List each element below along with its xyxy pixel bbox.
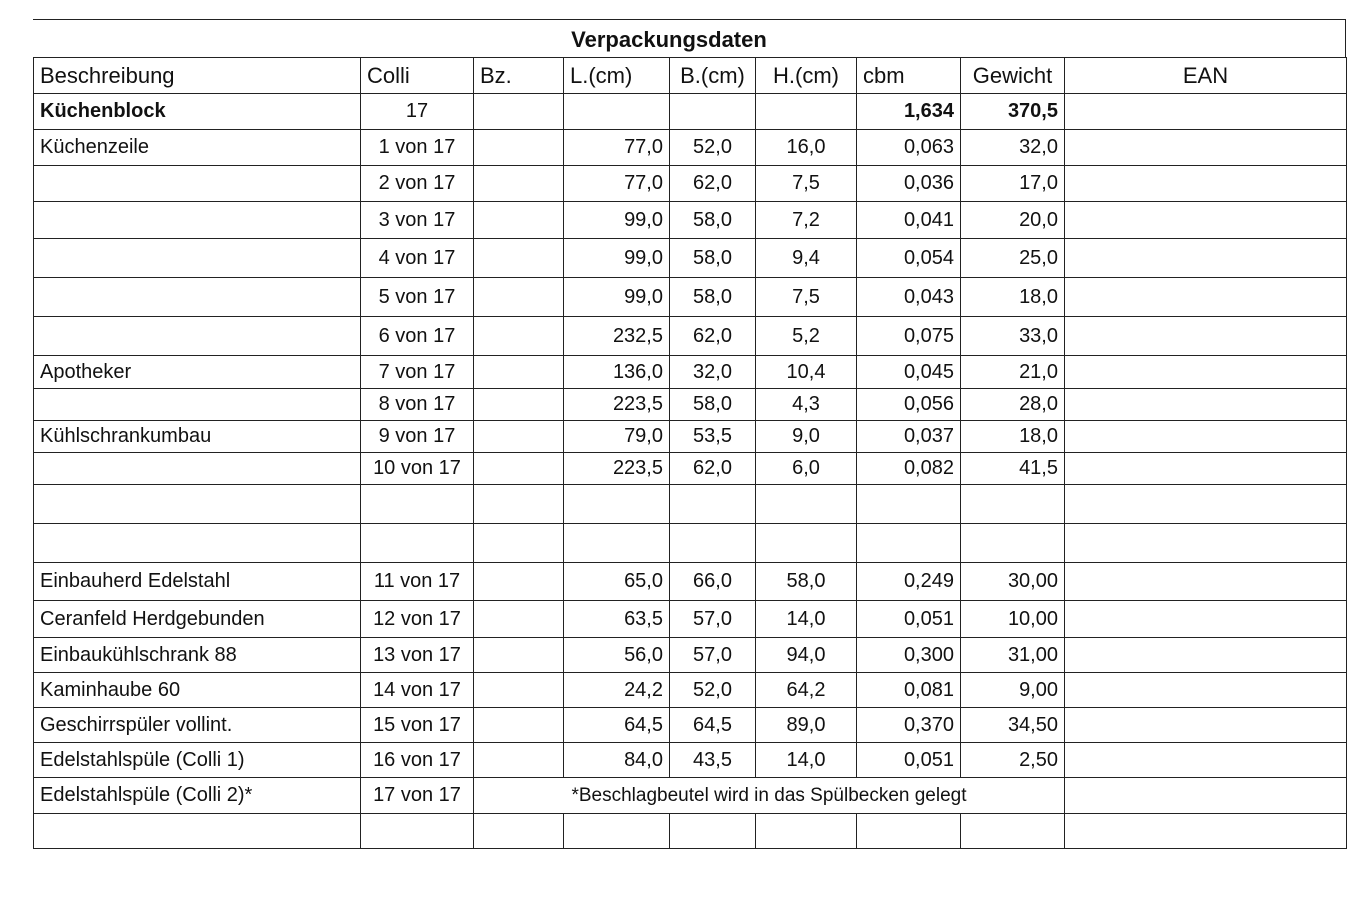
cell-colli: 12 von 17 <box>361 601 474 638</box>
cell-laenge: 223,5 <box>564 453 670 485</box>
cell-ean <box>1065 389 1347 421</box>
cell-laenge: 232,5 <box>564 317 670 356</box>
cell-colli: 8 von 17 <box>361 389 474 421</box>
cell-breite <box>670 485 756 524</box>
cell-beschreibung <box>34 239 361 278</box>
table-row <box>34 485 1347 524</box>
cell-beschreibung: Einbaukühlschrank 88 <box>34 638 361 673</box>
cell-bz <box>474 743 564 778</box>
cell-laenge: 77,0 <box>564 130 670 166</box>
cell-ean <box>1065 563 1347 601</box>
cell-gewicht: 31,00 <box>961 638 1065 673</box>
table-row <box>34 166 1347 202</box>
cell-beschreibung: Kaminhaube 60 <box>34 673 361 708</box>
cell-hoehe: 10,4 <box>756 356 857 389</box>
cell-cbm: 0,045 <box>857 356 961 389</box>
cell-beschreibung <box>34 317 361 356</box>
cell-colli: 5 von 17 <box>361 278 474 317</box>
cell-ean <box>1065 239 1347 278</box>
cell-gewicht: 30,00 <box>961 563 1065 601</box>
cell-bz <box>474 389 564 421</box>
header-laenge: L.(cm) <box>564 58 670 94</box>
cell-hoehe: 7,5 <box>756 278 857 317</box>
table-row <box>34 278 1347 317</box>
cell-laenge: 63,5 <box>564 601 670 638</box>
table-row <box>34 524 1347 563</box>
cell-gewicht: 41,5 <box>961 453 1065 485</box>
table-row <box>34 317 1347 356</box>
header-beschreibung: Beschreibung <box>34 58 361 94</box>
cell-bz <box>474 130 564 166</box>
cell-ean <box>1065 356 1347 389</box>
cell-cbm: 0,056 <box>857 389 961 421</box>
cell-bz <box>474 485 564 524</box>
header-bz: Bz. <box>474 58 564 94</box>
summary-h <box>756 94 857 130</box>
cell-hoehe <box>756 485 857 524</box>
table-row <box>34 421 1347 453</box>
header-breite: B.(cm) <box>670 58 756 94</box>
cell-breite: 58,0 <box>670 278 756 317</box>
cell-gewicht: 34,50 <box>961 708 1065 743</box>
cell-cbm: 0,051 <box>857 743 961 778</box>
cell-gewicht: 25,0 <box>961 239 1065 278</box>
empty-cell <box>564 814 670 849</box>
cell-ean <box>1065 673 1347 708</box>
cell-ean <box>1065 166 1347 202</box>
cell-beschreibung <box>34 453 361 485</box>
cell-ean <box>1065 421 1347 453</box>
cell-bz <box>474 708 564 743</box>
cell-laenge: 99,0 <box>564 278 670 317</box>
cell-bz <box>474 166 564 202</box>
cell-beschreibung: Kühlschrankumbau <box>34 421 361 453</box>
cell-bz <box>474 278 564 317</box>
cell-bz <box>474 202 564 239</box>
cell-ean <box>1065 453 1347 485</box>
cell-breite: 58,0 <box>670 202 756 239</box>
cell-colli: 13 von 17 <box>361 638 474 673</box>
cell-laenge: 65,0 <box>564 563 670 601</box>
cell-cbm: 0,300 <box>857 638 961 673</box>
cell-ean <box>1065 524 1347 563</box>
cell-bz <box>474 356 564 389</box>
cell-beschreibung: Apotheker <box>34 356 361 389</box>
cell-cbm <box>857 524 961 563</box>
table-row-last <box>34 778 1347 814</box>
cell-gewicht: 33,0 <box>961 317 1065 356</box>
cell-breite: 53,5 <box>670 421 756 453</box>
header-cbm: cbm <box>857 58 961 94</box>
cell-colli: 3 von 17 <box>361 202 474 239</box>
cell-laenge: 99,0 <box>564 202 670 239</box>
empty-cell <box>361 814 474 849</box>
cell-breite: 52,0 <box>670 673 756 708</box>
cell-bz <box>474 421 564 453</box>
cell-cbm: 0,043 <box>857 278 961 317</box>
cell-colli: 16 von 17 <box>361 743 474 778</box>
cell-cbm: 0,082 <box>857 453 961 485</box>
cell-beschreibung: Küchenzeile <box>34 130 361 166</box>
empty-cell <box>961 814 1065 849</box>
cell-colli: 11 von 17 <box>361 563 474 601</box>
cell-hoehe: 9,4 <box>756 239 857 278</box>
header-ean: EAN <box>1065 58 1347 94</box>
cell-beschreibung: Ceranfeld Herdgebunden <box>34 601 361 638</box>
cell-gewicht: 20,0 <box>961 202 1065 239</box>
cell-gewicht: 28,0 <box>961 389 1065 421</box>
cell-cbm: 0,054 <box>857 239 961 278</box>
cell-breite: 52,0 <box>670 130 756 166</box>
cell-colli: 4 von 17 <box>361 239 474 278</box>
cell-ean <box>1065 708 1347 743</box>
sheet-title: Verpackungsdaten <box>33 19 1346 57</box>
cell-cbm: 0,051 <box>857 601 961 638</box>
table-row <box>34 389 1347 421</box>
cell-colli: 9 von 17 <box>361 421 474 453</box>
empty-cell <box>756 814 857 849</box>
cell-cbm: 0,249 <box>857 563 961 601</box>
cell-beschreibung <box>34 524 361 563</box>
cell-colli: 14 von 17 <box>361 673 474 708</box>
cell-hoehe: 14,0 <box>756 743 857 778</box>
cell-laenge: 77,0 <box>564 166 670 202</box>
cell-hoehe: 7,2 <box>756 202 857 239</box>
cell-bz <box>474 317 564 356</box>
cell-beschreibung: Geschirrspüler vollint. <box>34 708 361 743</box>
cell-breite: 64,5 <box>670 708 756 743</box>
cell-cbm: 0,370 <box>857 708 961 743</box>
cell-ean <box>1065 485 1347 524</box>
cell-gewicht: 10,00 <box>961 601 1065 638</box>
summary-row <box>34 94 1347 130</box>
cell-ean <box>1065 601 1347 638</box>
table-row <box>34 743 1347 778</box>
cell-hoehe: 16,0 <box>756 130 857 166</box>
cell-breite: 57,0 <box>670 601 756 638</box>
cell-laenge: 56,0 <box>564 638 670 673</box>
cell-laenge: 84,0 <box>564 743 670 778</box>
cell-beschreibung <box>34 202 361 239</box>
table-row-empty <box>34 814 1347 849</box>
cell-ean <box>1065 778 1347 814</box>
empty-cell <box>857 814 961 849</box>
cell-gewicht: 2,50 <box>961 743 1065 778</box>
empty-cell <box>474 814 564 849</box>
cell-cbm: 0,036 <box>857 166 961 202</box>
cell-beschreibung <box>34 485 361 524</box>
table-row <box>34 563 1347 601</box>
cell-hoehe: 9,0 <box>756 421 857 453</box>
cell-bz <box>474 638 564 673</box>
cell-hoehe: 89,0 <box>756 708 857 743</box>
cell-hoehe: 94,0 <box>756 638 857 673</box>
table-row <box>34 638 1347 673</box>
cell-cbm <box>857 485 961 524</box>
cell-laenge: 99,0 <box>564 239 670 278</box>
cell-hoehe: 7,5 <box>756 166 857 202</box>
cell-colli: 1 von 17 <box>361 130 474 166</box>
summary-ean <box>1065 94 1347 130</box>
cell-cbm: 0,063 <box>857 130 961 166</box>
cell-hoehe: 6,0 <box>756 453 857 485</box>
cell-laenge: 64,5 <box>564 708 670 743</box>
cell-breite: 66,0 <box>670 563 756 601</box>
cell-laenge: 24,2 <box>564 673 670 708</box>
cell-colli: 6 von 17 <box>361 317 474 356</box>
table-row <box>34 601 1347 638</box>
cell-hoehe <box>756 524 857 563</box>
header-row <box>34 58 1347 94</box>
cell-gewicht: 21,0 <box>961 356 1065 389</box>
header-hoehe: H.(cm) <box>756 58 857 94</box>
summary-b <box>670 94 756 130</box>
table-row <box>34 356 1347 389</box>
table-row <box>34 453 1347 485</box>
cell-breite: 43,5 <box>670 743 756 778</box>
table-row <box>34 130 1347 166</box>
empty-cell <box>34 814 361 849</box>
summary-cbm: 1,634 <box>857 94 961 130</box>
cell-bz <box>474 601 564 638</box>
cell-gewicht: 32,0 <box>961 130 1065 166</box>
cell-ean <box>1065 317 1347 356</box>
cell-ean <box>1065 278 1347 317</box>
cell-laenge: 79,0 <box>564 421 670 453</box>
table-row <box>34 239 1347 278</box>
cell-gewicht <box>961 524 1065 563</box>
cell-gewicht: 18,0 <box>961 278 1065 317</box>
cell-colli: 2 von 17 <box>361 166 474 202</box>
cell-laenge <box>564 485 670 524</box>
cell-ean <box>1065 130 1347 166</box>
cell-beschreibung: Edelstahlspüle (Colli 1) <box>34 743 361 778</box>
summary-l <box>564 94 670 130</box>
header-colli: Colli <box>361 58 474 94</box>
cell-hoehe: 14,0 <box>756 601 857 638</box>
cell-breite: 58,0 <box>670 239 756 278</box>
cell-laenge <box>564 524 670 563</box>
cell-cbm: 0,037 <box>857 421 961 453</box>
summary-name: Küchenblock <box>34 94 361 130</box>
cell-gewicht: 9,00 <box>961 673 1065 708</box>
packaging-note: *Beschlagbeutel wird in das Spülbecken gelegt <box>474 778 1065 814</box>
cell-cbm: 0,081 <box>857 673 961 708</box>
cell-bz <box>474 563 564 601</box>
cell-colli: 7 von 17 <box>361 356 474 389</box>
cell-beschreibung <box>34 278 361 317</box>
cell-ean <box>1065 743 1347 778</box>
cell-breite: 57,0 <box>670 638 756 673</box>
cell-laenge: 136,0 <box>564 356 670 389</box>
packaging-sheet <box>33 19 1346 849</box>
cell-bz <box>474 453 564 485</box>
header-gewicht: Gewicht <box>961 58 1065 94</box>
summary-gewicht: 370,5 <box>961 94 1065 130</box>
cell-ean <box>1065 638 1347 673</box>
empty-cell <box>670 814 756 849</box>
cell-colli <box>361 524 474 563</box>
cell-gewicht <box>961 485 1065 524</box>
cell-breite <box>670 524 756 563</box>
table-row <box>34 708 1347 743</box>
cell-colli <box>361 485 474 524</box>
cell-gewicht: 17,0 <box>961 166 1065 202</box>
packaging-table <box>33 57 1347 849</box>
cell-hoehe: 64,2 <box>756 673 857 708</box>
table-row <box>34 673 1347 708</box>
cell-breite: 62,0 <box>670 317 756 356</box>
cell-bz <box>474 239 564 278</box>
cell-ean <box>1065 202 1347 239</box>
cell-colli: 10 von 17 <box>361 453 474 485</box>
empty-cell <box>1065 814 1347 849</box>
cell-hoehe: 4,3 <box>756 389 857 421</box>
cell-breite: 62,0 <box>670 166 756 202</box>
cell-bz <box>474 673 564 708</box>
cell-colli: 17 von 17 <box>361 778 474 814</box>
cell-beschreibung: Einbauherd Edelstahl <box>34 563 361 601</box>
cell-breite: 32,0 <box>670 356 756 389</box>
cell-breite: 58,0 <box>670 389 756 421</box>
cell-beschreibung <box>34 166 361 202</box>
cell-beschreibung <box>34 389 361 421</box>
summary-colli: 17 <box>361 94 474 130</box>
cell-hoehe: 58,0 <box>756 563 857 601</box>
cell-gewicht: 18,0 <box>961 421 1065 453</box>
summary-bz <box>474 94 564 130</box>
cell-hoehe: 5,2 <box>756 317 857 356</box>
table-row <box>34 202 1347 239</box>
cell-colli: 15 von 17 <box>361 708 474 743</box>
cell-laenge: 223,5 <box>564 389 670 421</box>
cell-bz <box>474 524 564 563</box>
cell-breite: 62,0 <box>670 453 756 485</box>
cell-beschreibung: Edelstahlspüle (Colli 2)* <box>34 778 361 814</box>
cell-cbm: 0,075 <box>857 317 961 356</box>
cell-cbm: 0,041 <box>857 202 961 239</box>
